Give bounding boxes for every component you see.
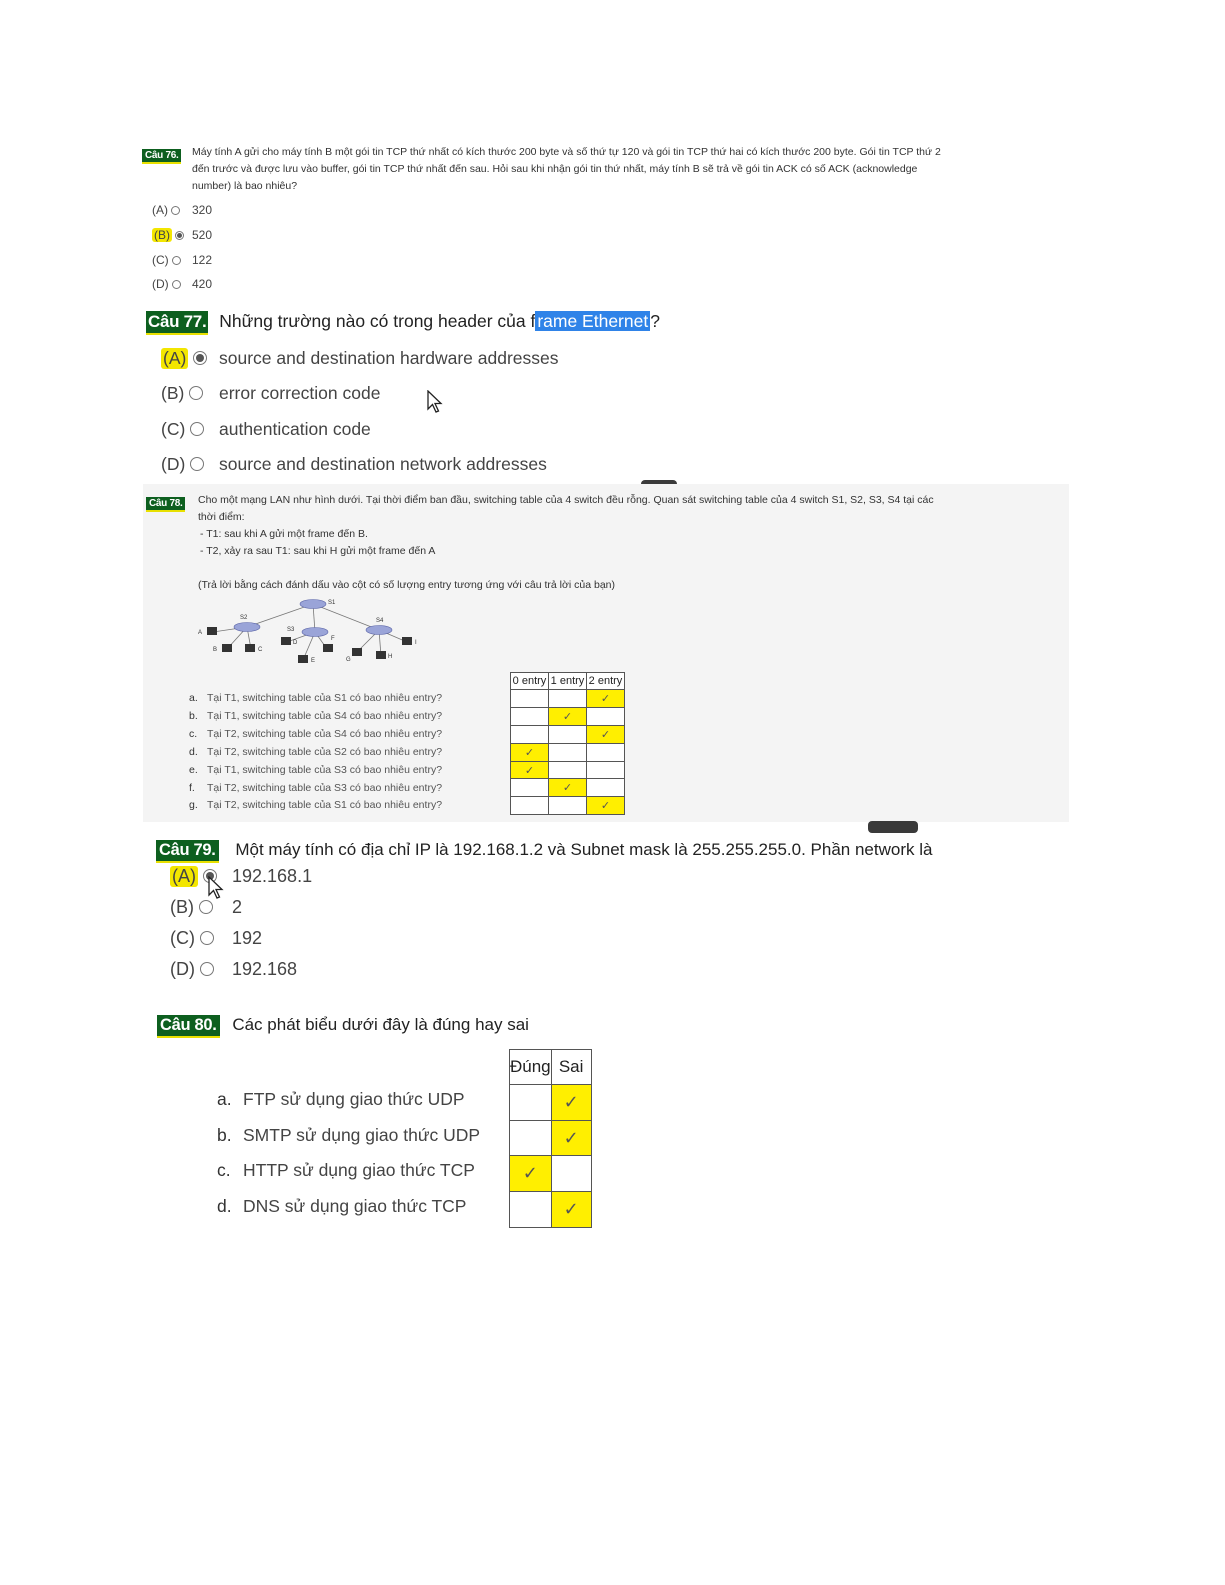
column-header: Đúng [510,1050,552,1085]
option-a[interactable]: (A) source and destination hardware addresses [163,347,559,368]
grid-row [511,690,625,708]
check-icon: ✓ [563,1127,579,1148]
host-icon [245,644,255,652]
grid-cell[interactable] [511,743,549,761]
grid-cell[interactable] [511,690,549,708]
option-c[interactable]: (C) authentication code [161,418,371,439]
radio-selected-icon[interactable] [175,231,184,240]
item-key: e. [189,763,198,776]
switch-icon [300,600,326,609]
option-b[interactable]: (B) error correction code [161,382,381,403]
check-icon: ✓ [524,746,535,759]
item-key: c. [217,1160,231,1181]
switch-icon [302,628,328,637]
grid-cell[interactable] [511,779,549,797]
grid-row [510,1156,592,1192]
host-icon [402,637,412,645]
host-label: I [415,640,417,646]
radio-icon[interactable] [200,962,214,976]
grid-cell[interactable] [587,761,625,779]
question-80-item [217,1122,480,1148]
grid-row [511,725,625,743]
selected-text[interactable]: rame Ethernet [537,311,649,331]
grid-cell[interactable] [549,725,587,743]
question-tag: Câu 79. [156,840,219,863]
grid-cell[interactable] [510,1085,552,1121]
grid-cell[interactable] [549,779,587,797]
grid-cell[interactable] [549,743,587,761]
item-text: DNS sử dụng giao thức TCP [243,1196,467,1217]
item-key: g. [189,799,198,812]
answer-grid-78 [510,672,625,815]
item-key: a. [217,1089,232,1109]
switch-label: S3 [287,627,295,633]
option-b[interactable]: (B) 2 [170,896,243,917]
check-icon: ✓ [600,728,611,741]
question-80-item [217,1157,475,1183]
column-header: Sai [551,1050,591,1085]
question-80-item [217,1086,465,1112]
question-tag: Câu 76. [142,145,181,164]
answer-grid-80 [509,1049,592,1228]
option-a[interactable]: (A) 320 [152,203,213,217]
item-text: Tại T2, switching table của S2 có bao nhiêu entry? [207,745,443,758]
column-header: 2 entry [587,673,625,690]
question-78-item [189,726,442,742]
check-icon: ✓ [562,782,573,795]
item-key: d. [217,1196,232,1217]
grid-cell[interactable] [587,779,625,797]
switch-icon [366,626,392,635]
switch-icon [234,623,260,632]
item-text: Tại T1, switching table của S4 có bao nhiêu entry? [207,709,443,722]
radio-icon[interactable] [189,386,203,400]
grid-cell[interactable] [551,1085,591,1121]
question-80-item [217,1193,466,1219]
radio-icon[interactable] [171,206,180,215]
grid-row [510,1120,592,1156]
grid-cell[interactable] [549,761,587,779]
host-icon [222,644,232,652]
item-text: Tại T2, switching table của S1 có bao nhiêu entry? [207,799,443,812]
item-key: b. [217,1124,232,1145]
radio-selected-icon[interactable] [193,351,207,365]
check-icon: ✓ [524,764,535,777]
host-label: H [388,654,393,660]
option-d[interactable]: (D) 420 [152,277,213,291]
check-icon: ✓ [563,1091,579,1112]
question-78-item [189,762,442,778]
item-text: Tại T1, switching table của S3 có bao nhiêu entry? [207,763,443,776]
grid-row [511,707,625,725]
host-icon [352,648,362,656]
item-text: HTTP sử dụng giao thức TCP [243,1160,475,1181]
host-label: B [213,647,218,653]
item-text: Tại T1, switching table của S1 có bao nhiêu entry? [207,692,443,704]
mouse-cursor-icon [208,876,224,900]
network-diagram [195,594,435,670]
question-stem: Câu 79. Một máy tính có địa chỉ IP là 192.168.1.2 và Subnet mask là 255.255.255.0. Phần network là [156,840,932,863]
host-label: F [331,636,335,642]
question-78-item [189,797,442,813]
host-label: G [346,657,351,663]
option-c[interactable]: (C) 122 [152,253,213,267]
video-overlay-tab [868,821,918,833]
grid-cell[interactable] [510,1120,552,1156]
column-header: 1 entry [549,673,587,690]
grid-cell[interactable] [551,1156,591,1192]
radio-icon[interactable] [190,457,204,471]
item-text: SMTP sử dụng giao thức UDP [243,1124,481,1145]
radio-icon[interactable] [190,422,204,436]
grid-row [511,797,625,815]
question-tag: Câu 77. [146,311,208,335]
switch-label: S2 [240,615,248,621]
grid-row [510,1085,592,1121]
question-tag: Câu 78. [146,493,185,512]
grid-row [510,1192,592,1228]
host-icon [207,627,217,635]
radio-icon[interactable] [172,256,181,265]
question-78-item [189,744,442,760]
host-label: D [293,640,298,646]
question-stem: Câu 80. Các phát biểu dưới đây là đúng hay sai [157,1015,529,1038]
grid-row [511,779,625,797]
grid-cell[interactable] [549,707,587,725]
host-icon [323,644,333,652]
column-header: 0 entry [511,673,549,690]
mouse-cursor-icon [427,390,443,414]
check-icon: ✓ [562,710,573,723]
host-icon [376,651,386,659]
grid-cell[interactable] [587,690,625,708]
option-b[interactable]: (B) 520 [154,228,213,242]
host-icon [281,637,291,645]
check-icon: ✓ [600,692,611,705]
radio-icon[interactable] [200,931,214,945]
question-78-item [189,708,442,724]
grid-row [511,743,625,761]
host-label: E [311,658,316,664]
check-icon: ✓ [522,1163,538,1184]
grid-cell[interactable] [587,743,625,761]
option-d[interactable]: (D) source and destination network addresses [161,453,547,474]
option-c[interactable]: (C) 192 [170,927,263,948]
grid-cell[interactable] [587,797,625,815]
check-icon: ✓ [600,800,611,813]
grid-cell[interactable] [549,690,587,708]
item-key: d. [189,745,198,758]
item-key: a. [189,692,198,704]
grid-row [511,761,625,779]
question-stem: Câu 77. Những trường nào có trong header của f rame Ethernet ? [146,311,660,335]
option-a[interactable]: (A) 192.168.1 [172,865,313,886]
grid-cell[interactable] [587,707,625,725]
grid-cell[interactable] [511,725,549,743]
grid-cell[interactable] [551,1120,591,1156]
grid-cell[interactable] [510,1156,552,1192]
check-icon: ✓ [563,1198,579,1219]
item-text: Tại T2, switching table của S4 có bao nhiêu entry? [207,727,443,740]
option-d[interactable]: (D) 192.168 [170,958,298,979]
radio-icon[interactable] [172,280,181,289]
switch-label: S4 [376,618,384,624]
question-tag: Câu 80. [157,1015,220,1038]
host-label: A [198,630,203,636]
radio-icon[interactable] [199,900,213,914]
question-78-item [189,690,442,706]
item-text: Tại T2, switching table của S3 có bao nhiêu entry? [207,781,443,794]
grid-cell[interactable] [587,725,625,743]
switch-label: S1 [328,600,336,606]
question-78-item [189,780,442,796]
grid-cell[interactable] [511,761,549,779]
item-key: b. [189,709,198,722]
host-icon [298,655,308,663]
grid-cell[interactable] [549,797,587,815]
question-stem: Máy tính A gửi cho máy tính B một gói tin TCP thứ nhất có kích thước 200 byte và số thứ tự 120 và gói tin TCP thứ hai có kích thước 200 byte. Gói tin TCP thứ 2 đến trước và được lưu vào buffer, gói tin TCP thứ nhất đến sau. Hỏi sau khi nhận gói tin thứ nhất, máy tính B sẽ trả về gói tin ACK có số ACK (acknowledge number) là bao nhiêu? [192,146,941,192]
item-text: FTP sử dụng giao thức UDP [243,1089,465,1109]
item-key: c. [189,727,198,740]
host-label: C [258,647,263,653]
grid-cell[interactable] [511,707,549,725]
grid-cell[interactable] [511,797,549,815]
grid-cell[interactable] [510,1192,552,1228]
grid-cell[interactable] [551,1192,591,1228]
item-key: f. [189,781,195,794]
